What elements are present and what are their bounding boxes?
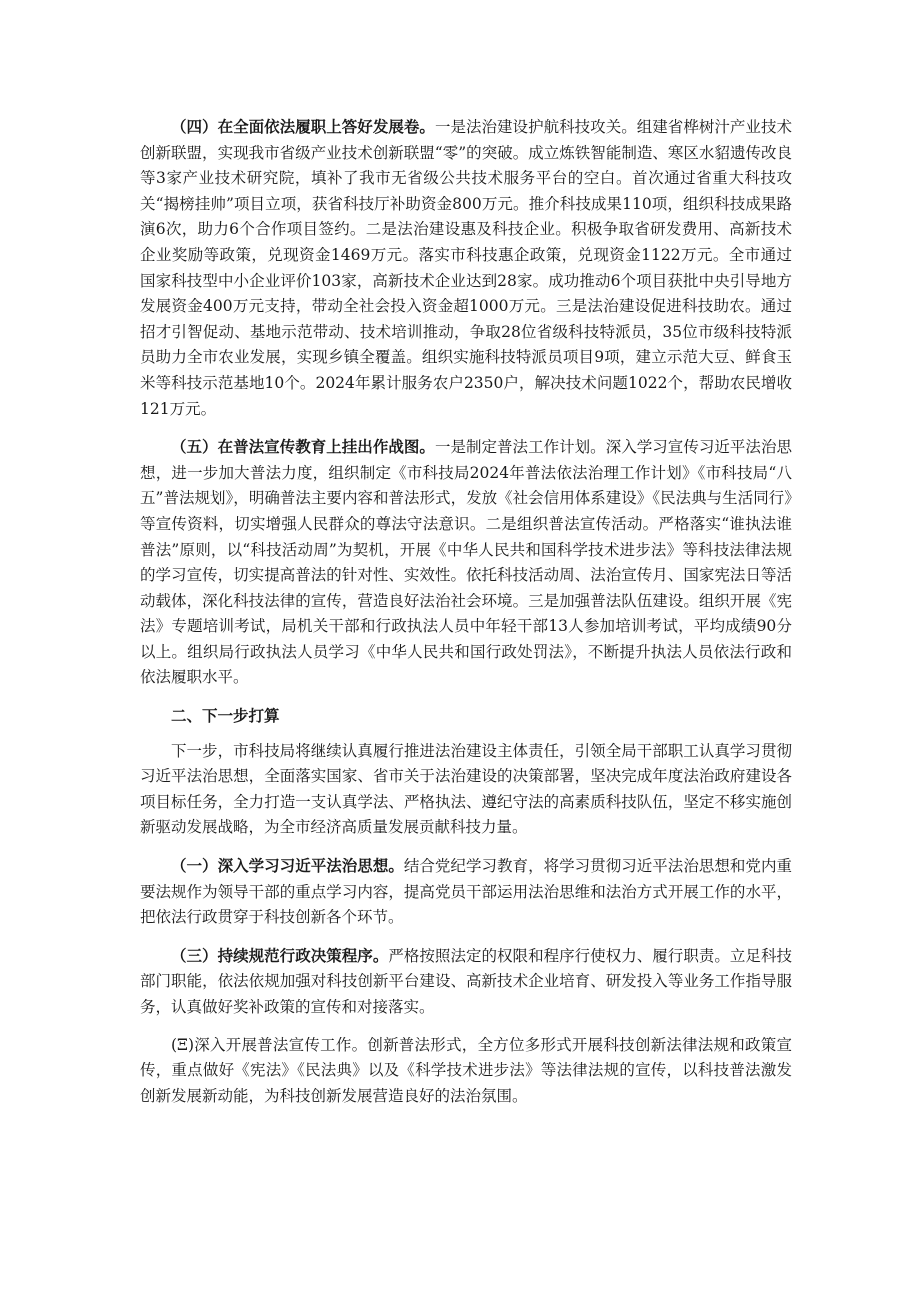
paragraph-section-4: [140, 114, 792, 422]
paragraph-body: 结合党纪学习教育，将学习贯彻习近平法治思想和党内重要法规作为领导干部的重点学习内容，提高党员干部运用法治思维和法治方式开展工作的水平，把依法行政贯穿于科技创新各个环节。: [140, 857, 792, 927]
paragraph-lead: （三）持续规范行政决策程序。: [171, 945, 389, 965]
paragraph-section-5: [140, 434, 792, 691]
paragraph-body: 下一步，市科技局将继续认真履行推进法治建设主体责任，引领全局干部职工认真学习贯彻习近平法治思想，全面落实国家、省市关于法治建设的决策部署，坚决完成年度法治政府建设各项目标任务，全力打造一支认真学法、严格执法、遵纪守法的高素质科技队伍，坚定不移实施创新驱动发展战略，为全市经济高质量发展贡献科技力量。: [140, 741, 792, 837]
document-page: [140, 114, 792, 1121]
paragraph-plan-3: [140, 943, 792, 1021]
section-heading-next-steps: [140, 703, 792, 729]
paragraph-plan-xi: [140, 1033, 792, 1110]
heading-text: 二、下一步打算: [171, 706, 280, 726]
paragraph-body: 一是制定普法工作计划。深入学习宣传习近平法治思想，进一步加大普法力度，组织制定《市科技局2024年普法依法治理工作计划》《市科技局“八五”普法规划》，明确普法主要内容和普法形式，发放《社会信用体系建设》《民法典与生活同行》等宣传资料，切实增强人民群众的尊法守法意识。二是组织普法宣传活动。严格落实“谁执法谁普法”原则，以“科技活动周”为契机，开展《中华人民共和国科学技术进步法》等科技法律法规的学习宣传，切实提高普法的针对性、实效性。依托科技活动周、法治宣传月、国家宪法日等活动载体，深化科技法律的宣传，营造良好法治社会环境。三是加强普法队伍建设。组织开展《宪法》专题培训考试，局机关干部和行政执法人员中年轻干部13人参加培训考试，平均成绩90分以上。组织局行政执法人员学习《中华人民共和国行政处罚法》，不断提升执法人员依法行政和依法履职水平。: [140, 438, 792, 687]
paragraph-lead: （四）在全面依法履职上答好发展卷。: [171, 117, 435, 136]
paragraph-lead: （五）在普法宣传教育上挂出作战图。: [171, 437, 435, 457]
paragraph-body: 严格按照法定的权限和程序行使权力、履行职责。立足科技部门职能，依法依规加强对科技创新平台建设、高新技术企业培育、研发投入等业务工作指导服务，认真做好奖补政策的宣传和对接落实。: [140, 946, 792, 1016]
paragraph-body: (Ξ)深入开展普法宣传工作。创新普法形式，全方位多形式开展科技创新法律法规和政策宣传，重点做好《宪法》《民法典》以及《科学技术进步法》等法律法规的宣传，以科技普法激发创新发展新动能，为科技创新发展营造良好的法治氛围。: [140, 1035, 792, 1105]
paragraph-plan-1: [140, 853, 792, 931]
paragraph-lead: （一）深入学习习近平法治思想。: [171, 856, 404, 876]
paragraph-next-steps-intro: [140, 739, 792, 841]
paragraph-body: 一是法治建设护航科技攻关。组建省桦树汁产业技术创新联盟，实现我市省级产业技术创新联盟“零”的突破。成立炼铁智能制造、寒区水貂遗传改良等3家产业技术研究院，填补了我市无省级公共技术服务平台的空白。首次通过省重大科技攻关“揭榜挂帅”项目立项，获省科技厅补助资金800万元。推介科技成果110项，组织科技成果路演6次，助力6个合作项目签约。二是法治建设惠及科技企业。积极争取省研发费用、高新技术企业奖励等政策，兑现资金1469万元。落实市科技惠企政策，兑现资金1122万元。全市通过国家科技型中小企业评价103家，高新技术企业达到28家。成功推动6个项目获批中央引导地方发展资金400万元支持，带动全社会投入资金超1000万元。三是法治建设促进科技助农。通过招才引智促动、基地示范带动、技术培训推动，争取28位省级科技特派员，35位市级科技特派员助力全市农业发展，实现乡镇全覆盖。组织实施科技特派员项目9项，建立示范大豆、鲜食玉米等科技示范基地10个。2024年累计服务农户2350户，解决技术问题1022个，帮助农民增收121万元。: [140, 118, 792, 418]
